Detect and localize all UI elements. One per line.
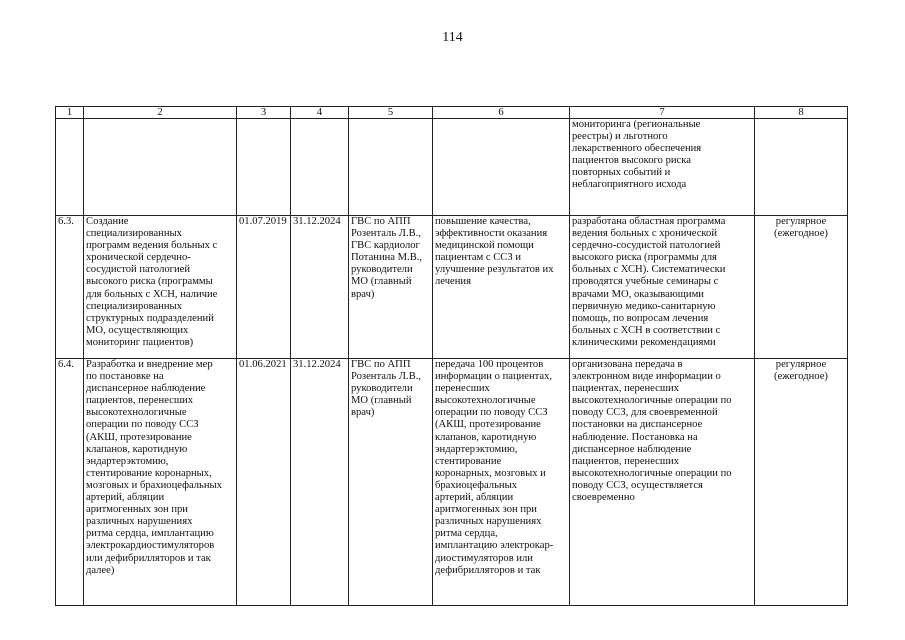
cell-start-date	[237, 119, 291, 216]
header-cell: 3	[237, 107, 291, 119]
header-cell: 1	[56, 107, 84, 119]
cell-measure: Разработка и внедрение мер по постановке на диспансерное наблюдение пациентов, перенесших высокотехнологичные операции по поводу ССЗ (АКШ, протезирование клапанов, каротидную эндартерэктомию, стентирование коронарных, мозговых и брахиоцефальных артерий, абляции аритмогенных зон при различных нарушениях ритма сердца, имплантацию электрокардиостимуляторов или дефибрилляторов и так далее)	[84, 359, 237, 606]
measures-table	[55, 106, 848, 606]
cell-measure: Создание специализированных программ ведения больных с хронической сердечно- сосудистой патологией высокого риска (программы для больных с ХСН, наличие специализированных структурных подразделений МО, осуществляющих мониторинг пациентов)	[84, 216, 237, 359]
header-cell: 5	[349, 107, 433, 119]
cell-frequency	[755, 119, 848, 216]
cell-end-date	[291, 119, 349, 216]
cell-expected-result: повышение качества, эффективности оказания медицинской помощи пациентам с ССЗ и улучшение результатов их лечения	[433, 216, 570, 359]
header-row	[56, 107, 848, 119]
header-cell: 7	[570, 107, 755, 119]
cell-number	[56, 119, 84, 216]
cell-expected-result	[433, 119, 570, 216]
cell-result: мониторинга (региональные реестры) и льготного лекарственного обеспечения пациентов высокого риска повторных событий и неблагоприятного исхода	[570, 119, 755, 216]
table-row	[56, 119, 848, 216]
cell-end-date: 31.12.2024	[291, 359, 349, 606]
cell-responsible: ГВС по АПП Розенталь Л.В., ГВС кардиолог Потанина М.В., руководители МО (главный врач)	[349, 216, 433, 359]
table-row	[56, 359, 848, 606]
cell-number: 6.3.	[56, 216, 84, 359]
header-cell: 4	[291, 107, 349, 119]
cell-frequency: регулярное (ежегодное)	[755, 359, 848, 606]
table-row	[56, 216, 848, 359]
header-cell: 2	[84, 107, 237, 119]
cell-responsible	[349, 119, 433, 216]
header-cell: 6	[433, 107, 570, 119]
cell-result: разработана областная программа ведения больных с хронической сердечно-сосудистой патологией высокого риска (программы для больных с ХСН). Систематически проводятся учебные семинары с врачами МО, оказывающими первичную медико-санитарную помощь, по вопросам лечения больных с ХСН в соответствии с клиническими рекомендациями	[570, 216, 755, 359]
cell-result: организована передача в электронном виде информации о пациентах, перенесших высокотехнологичные операции по поводу ССЗ, для своевременной постановки на диспансерное наблюдение. Постановка на диспансерное наблюдение пациентов, перенесших высокотехнологичные операции по поводу ССЗ, осуществляется своевременно	[570, 359, 755, 606]
cell-frequency: регулярное (ежегодное)	[755, 216, 848, 359]
cell-number: 6.4.	[56, 359, 84, 606]
cell-end-date: 31.12.2024	[291, 216, 349, 359]
cell-expected-result: передача 100 процентов информации о пациентах, перенесших высокотехнологичные операции по поводу ССЗ (АКШ, протезирование клапанов, каротидную эндартерэктомию, стентирование коронарных, мозговых и брахиоцефальных артерий, абляции аритмогенных зон при различных нарушениях ритма сердца, имплантацию электрокар- диостимуляторов или дефибрилляторов и так	[433, 359, 570, 606]
page-number: 114	[442, 30, 463, 45]
header-cell: 8	[755, 107, 848, 119]
cell-start-date: 01.07.2019	[237, 216, 291, 359]
cell-start-date: 01.06.2021	[237, 359, 291, 606]
cell-measure	[84, 119, 237, 216]
cell-responsible: ГВС по АПП Розенталь Л.В., руководители МО (главный врач)	[349, 359, 433, 606]
